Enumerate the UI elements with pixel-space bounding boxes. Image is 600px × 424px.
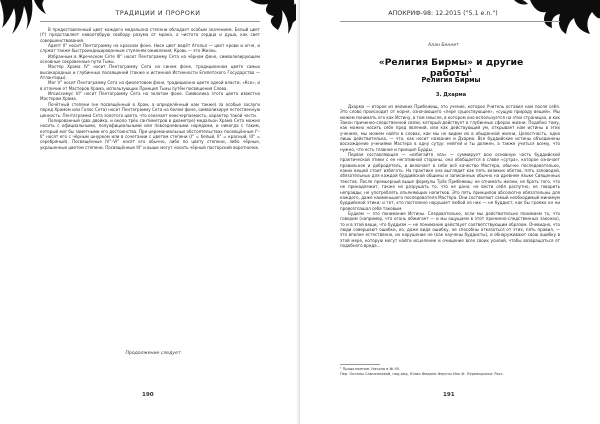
footnotes (340, 367, 560, 378)
continued-note: Продолжение следует (125, 351, 181, 356)
right-page (300, 0, 600, 424)
running-head-right: АПОКРИФ-98: 12.2015 ("5.1 e.n.") (388, 10, 498, 17)
left-paragraph: Мастер Храма IV° носит Пентаграмму Сета на синем фоне, традиционном цвете самых высокородных и глубинных посвящений (также и истинной Истинности Египетского Государства — Атлантиды). (40, 64, 260, 81)
running-head-left: ТРАДИЦИИ И ПРОРОКИ (115, 10, 201, 17)
footnote: Пер. Оксаны Самченковой, под ред. Юлии Федина Фаусты Инь Ф. Переводчики: Росс. (340, 372, 504, 377)
left-paragraph: Ипсиссимус VI° носит Пентаграмму Сета на золотом фоне. Символика этого цвета известна Мастерам Храма. (40, 91, 260, 102)
ornament-right-icon (300, 0, 600, 40)
right-paragraph: Первая составляющая — «избегайте зла» — суммирует всю основную часть буддийской практической этики с ее негативной стороны, она обобщается в слове «сутра», которое означает правильное и добродетель, и включает в себе всё качество Мастера, обычно последовательно, каких вещей стоит избегать. На практике она выглядит как пять великих обетов, пять заповедей, обязательных для каждой буддийской общины и записанных обычно на древнем языке Священных текстов. После премьерный выше формулы Трёх Прибежищ: не отнимать жизни, не брать того, что не принадлежит, также не разрушать то, что не дано; не вести себя распутно, не говорить неправды; не употреблять опьяняющих напитков. Это пять принципов абсолютно обязательны для каждого, даже наименьшего последователя Мастера. Они составляют самый необходимый минимум буддийской этики; и тот, кто постоянно нарушает любой из них — не буддист, как бы громко он ни провозглашал себя таковым. (340, 152, 560, 211)
page-number-right: 191 (443, 392, 455, 398)
left-paragraph: Маг V° носит Пентаграмму Сета на фиолетовом фоне, традиционно цвете одной власти, «Ксо», и в отличие от Мастеров Храма, использующих Принцип Тьмы путём посвящения Слова. (40, 80, 260, 91)
left-paragraph: Адепт II° носит Пентаграмму на красном фоне. Нисе цвет ведёт Ателья — цвет крови и огня, и служат также быстроиндицированным ступеням оживления; Кровь — это Жизнь. (40, 43, 260, 54)
right-paragraph: Дхарма — второе из великих Прибежищ, это учение, которое Учитель оставил нам после себя. Это слово происходит от корня, означающего «пере существующее», «сущую природу вещей». Мы можем понимать его как Истину, в том смысле, в котором оно используется на этих страницах, и как Закон причинно-следственной связи, который действует в глубинных сферах жизни. Подобно тому, как можно носить себе пред явлений, или как действующий ум, открывает нам истины в этих учениях, мы можем найти в словах, как мы не видим их в обыденной жизни, Целостность, одна лишь действительна, — что, как носит название и Дхарма. Все буддийские истины объединены восхождение учениями Мастера в одну сутру: нейтей и ты должен, а также учиться всему, что нужно, что есть главное и принцип Будды. (340, 104, 560, 152)
left-paragraph: Избранным в Жреческом Сете III° носит Пентаграмму Сета на чёрном фоне, символизирующем основные сокровенные пути Тьмы. (40, 53, 260, 65)
right-paragraph: Будизм — это понимание Истины. Следовательно, если мы действительно понимаем то, что говорим (например, что огонь обжигает — и мы ощущаем в этот причинно-следственных законах), то и в этой вещи, что буддизм — не понимание действует соответствующим образом. Очевидно, что люди совершают ошибки, но, даже видя ошибку, не способны отказаться от этих, пять правил, — это вполне естественно, их нарушение не (как научены буддисты), и обнаруживают свою ошибку в этой мере, которую могут найти исцеление и очищение всех своих усилий, чтобы возвращаться от подобного вреда... (340, 210, 560, 248)
article-author: Алан Беннет (428, 43, 459, 48)
header-rule-left (40, 21, 260, 22)
left-body-text (40, 27, 260, 150)
article-title-text: «Религия Бирмы» и другие работы (378, 57, 524, 79)
right-body-text (340, 104, 560, 248)
header-rule-right (340, 21, 560, 22)
left-paragraph: В предоставленный цвет каждого медальона степени обладает особым значением. Белый цвет (I°) представляет новоотобрую свободу разума от мрака, а чистота сердца и душа, как свет совершенствования. (40, 27, 260, 43)
section-heading: 3. Дхарма (435, 92, 467, 98)
title-footnote-mark: 1 (469, 68, 473, 74)
page-number-left: 190 (142, 392, 154, 398)
left-paragraph: Полированный (два двойка, и около трёх сантиметров в диаметре) медальон Храма Сета можно носить с официальными, полуофициальными или повседневными нарядами, и никогда с таким, который мог бы заметными его достоинства. При церемониальных обстоятельствах посвящённые I°–II° носят его с чёрным шнурком или в сочетании с цветом степени (I° = белый, II° = красный, III° = серебряный). Посвящённые IV°–VI° носят его обычно, либо по цвету степени, либо чёрные, украшенные цветом степени. Посвящённые III° и выше могут носить чёрный пасторский воротничок. (40, 117, 260, 150)
article-subheading: Религия Бирмы (421, 76, 481, 84)
left-paragraph: Почётный степени (не посвящённый в Храм, а определённый нам также) за особые заслуги перед Храмом или Голос Сета) носит Пентаграмму Сета на белом фоне, символизируя естественную ценность. Пентаграмма Сета золотого цвета, что означает неисчерпаемость, характер такой чести. (40, 101, 260, 118)
footnote-rule (340, 364, 380, 365)
footnote: ¹ Продолжение. Начало в № 95. (340, 367, 401, 371)
